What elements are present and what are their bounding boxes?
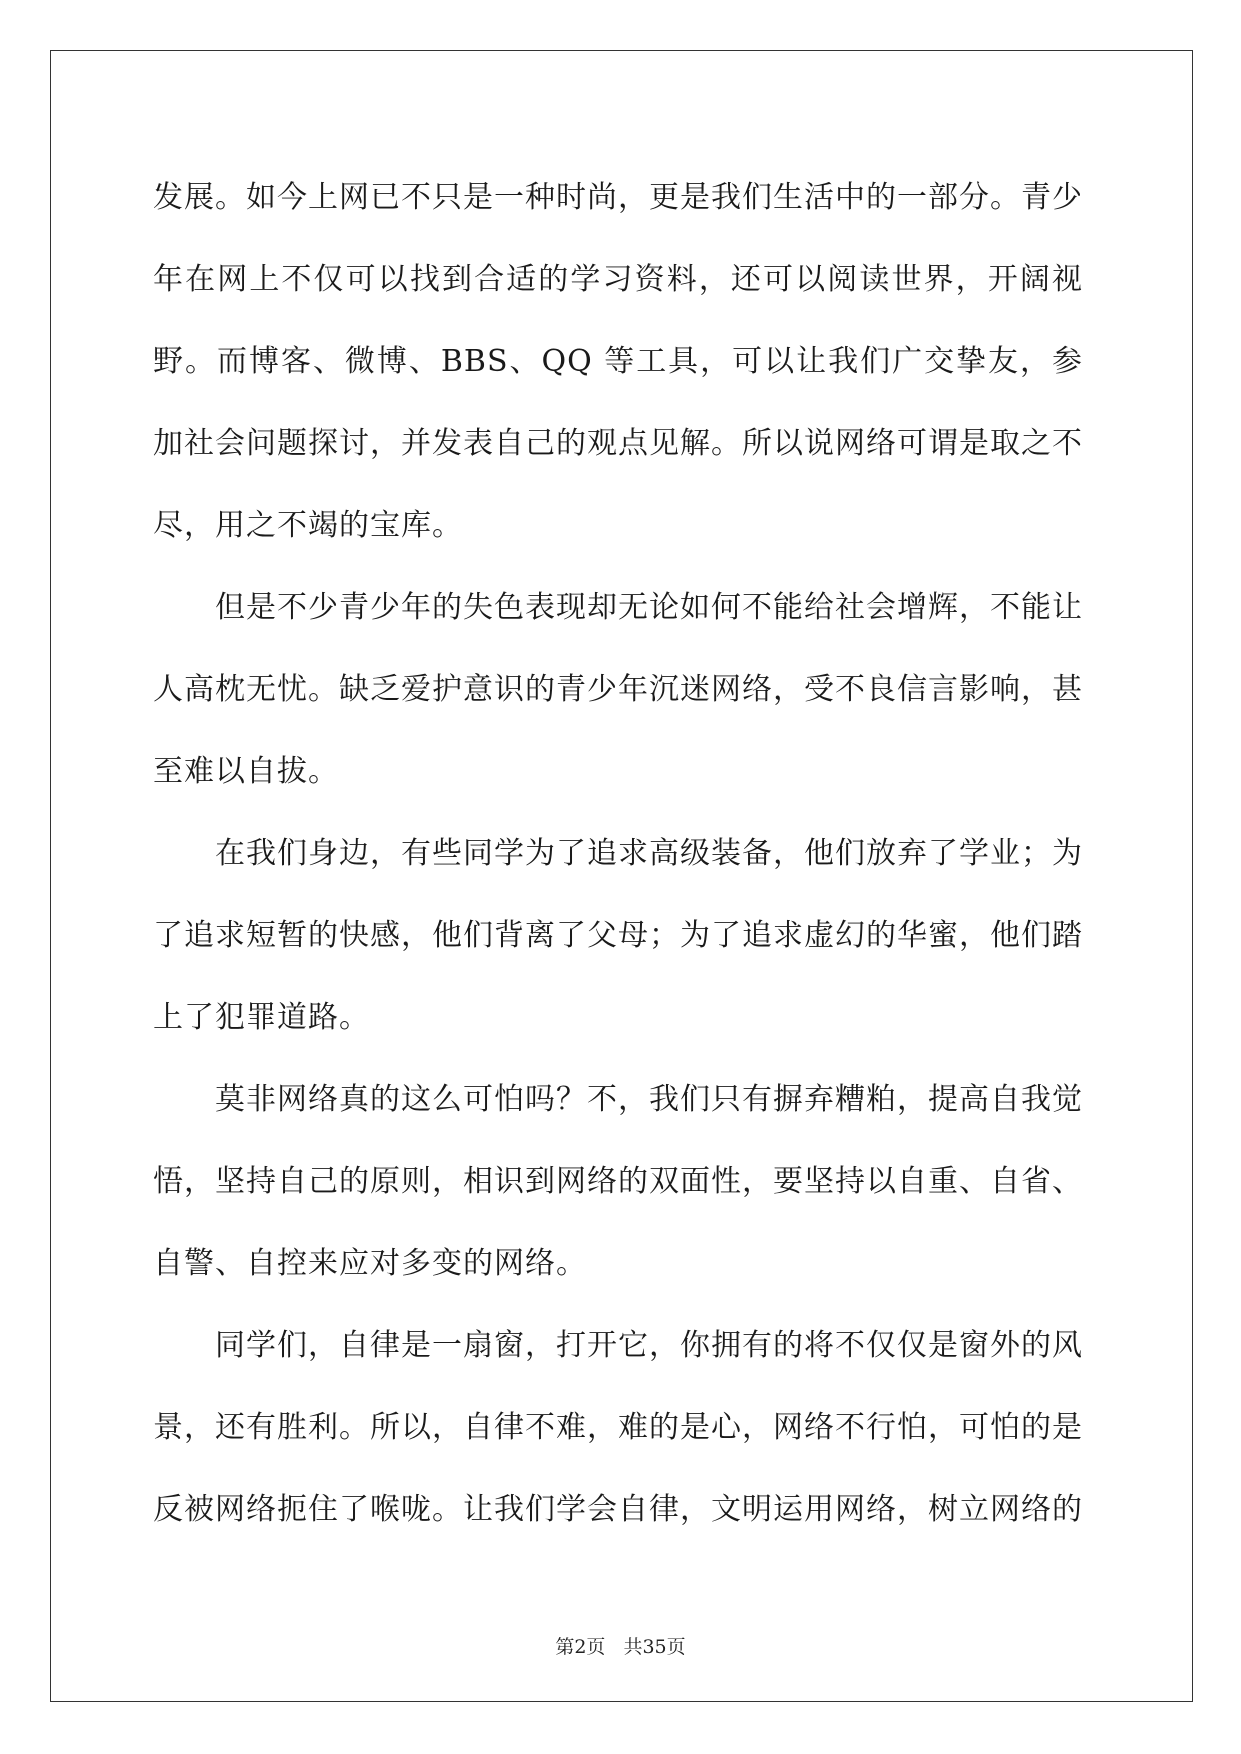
text-line: 悟，坚持自己的原则，相识到网络的双面性，要坚持以自重、自省、	[153, 1164, 1083, 1199]
text-line: 但是不少青少年的失色表现却无论如何不能给社会增辉，不能让	[215, 590, 1083, 625]
text-line: 年在网上不仅可以找到合适的学习资料，还可以阅读世界，开阔视野。	[153, 262, 1083, 379]
text-line: 景，还有胜利。所以，自律不难，难的是心，网络不行怕，可怕的是	[153, 1410, 1083, 1445]
document-body	[153, 157, 1083, 1551]
paragraph-2	[153, 567, 1083, 813]
text-line: 至难以自拔。	[153, 754, 339, 789]
paragraph-4	[153, 1059, 1083, 1305]
text-line: 上了犯罪道路。	[153, 1000, 370, 1035]
paragraph-3	[153, 813, 1083, 1059]
page-total: 共35页	[623, 1636, 686, 1658]
paragraph-1	[153, 157, 1083, 567]
text-line: 莫非网络真的这么可怕吗？不，我们只有摒弃糟粕，提高自我觉	[215, 1082, 1083, 1117]
text-line: 同学们，自律是一扇窗，打开它，你拥有的将不仅仅是窗外的风	[215, 1328, 1083, 1363]
text-line: 题探讨，并发表自己的观点见解。所以说网络可谓是取之不尽，用之	[153, 426, 1083, 543]
text-line: 发展。如今上网已不只是一种时尚，更是我们生活中的一部分。青少	[153, 180, 1083, 215]
paragraph-5	[153, 1305, 1083, 1551]
text-line: 反被网络扼住了喉咙。让我们学会自律，文明运用网络，树立网络的	[153, 1492, 1083, 1527]
text-line: 了追求短暂的快感，他们背离了父母；为了追求虚幻的华蜜，他们踏	[153, 918, 1083, 953]
page-number: 第2页	[555, 1636, 606, 1658]
page-footer	[0, 1632, 1241, 1659]
text-line: 人高枕无忧。缺乏爱护意识的青少年沉迷网络，受不良信言影响，甚	[153, 672, 1083, 707]
text-line: 自警、自控来应对多变的网络。	[153, 1246, 587, 1281]
text-line: 而博客、微博、BBS、QQ 等工具，可以让我们广交挚友，参加社会问	[153, 344, 1084, 461]
text-line: 在我们身边，有些同学为了追求高级装备，他们放弃了学业；为	[215, 836, 1083, 871]
text-line: 不竭的宝库。	[277, 508, 463, 543]
